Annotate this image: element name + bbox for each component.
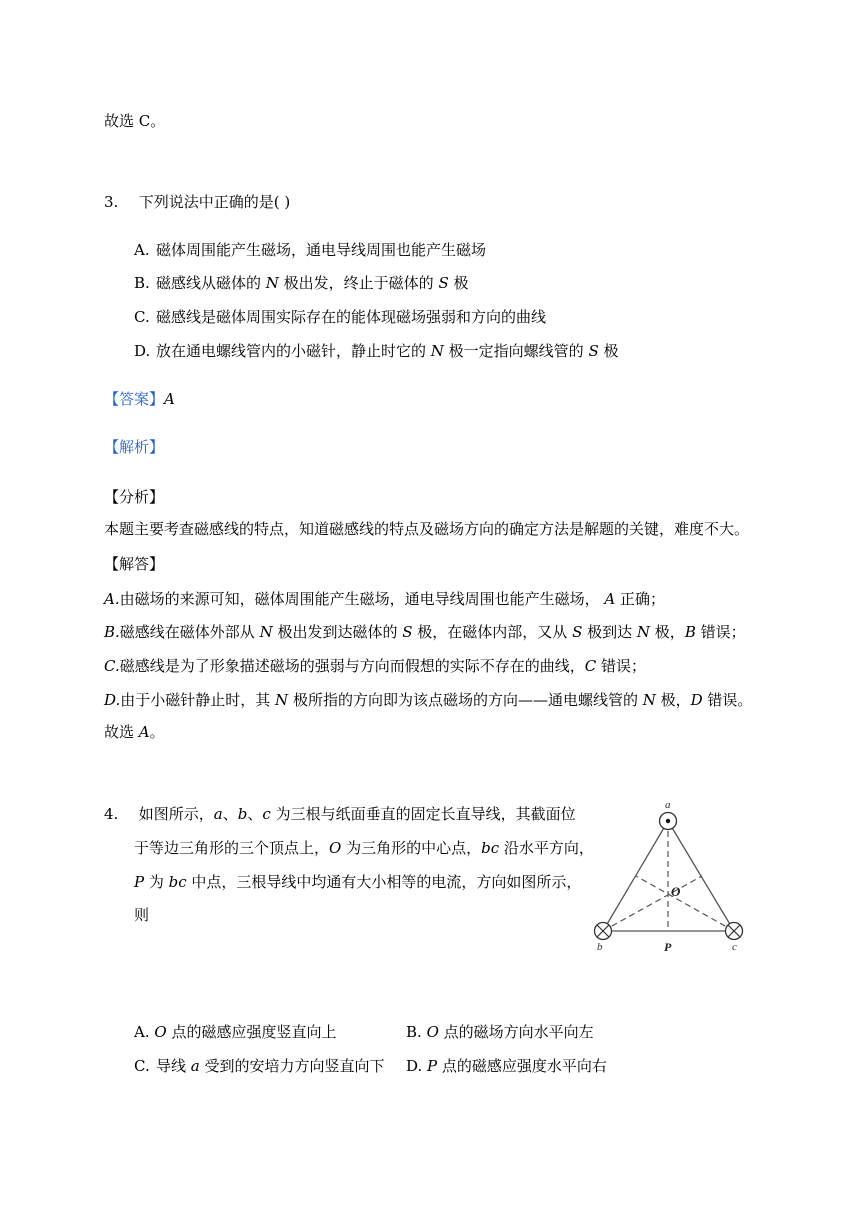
q4-option-d-var: P bbox=[427, 1057, 438, 1075]
jieda-line-a bbox=[104, 589, 665, 609]
triangle-wires-figure bbox=[590, 796, 750, 956]
q4-option-a-letter: A. bbox=[134, 1023, 150, 1041]
q3-option-b-post: 极 bbox=[448, 274, 469, 292]
jieda-b-t6: 错误； bbox=[695, 623, 746, 641]
q4-l2-t1: 于等边三角形的三个顶点上， bbox=[134, 839, 330, 857]
q4-l1-t1: 如图所示， bbox=[138, 805, 214, 823]
jieda-c-var: C bbox=[584, 657, 597, 675]
q3-option-c[interactable] bbox=[134, 307, 546, 327]
question-4-line-2 bbox=[134, 838, 594, 858]
median-c bbox=[636, 876, 734, 931]
q3-option-d-pre: 放在通电螺线管内的小磁针，静止时它的 bbox=[156, 342, 431, 360]
jieda-b-t1: 磁感线在磁体外部从 bbox=[119, 623, 260, 641]
q3-option-b[interactable] bbox=[134, 273, 469, 293]
question-3-number: 3. bbox=[104, 193, 119, 211]
q3-answer bbox=[104, 389, 175, 409]
q4-l3-bc: bc bbox=[168, 873, 187, 891]
jieda-line-d bbox=[104, 690, 752, 710]
q4-l2-t2: 为三角形的中心点， bbox=[341, 839, 482, 857]
question-3-text: 下列说法中正确的是( ) bbox=[138, 193, 291, 211]
q3-option-a-letter: A. bbox=[134, 241, 150, 259]
jieda-d-t1: 由于小磁针静止时，其 bbox=[120, 691, 276, 709]
prev-conclusion-text: 故选 C。 bbox=[104, 112, 166, 130]
q4-option-d-letter: D. bbox=[406, 1057, 423, 1075]
q3-option-d[interactable] bbox=[134, 341, 619, 361]
figure-label-c: c bbox=[732, 941, 737, 953]
answer-value: A bbox=[164, 390, 175, 408]
figure-label-P: P bbox=[664, 940, 672, 954]
q4-l1-t2: 为三根与纸面垂直的固定长直导线，其截面位 bbox=[270, 805, 576, 823]
jieda-b-prefix: B. bbox=[104, 623, 120, 641]
q4-l2-t3: 沿水平方向， bbox=[499, 839, 594, 857]
q4-l3-t1: 为 bbox=[144, 873, 169, 891]
q4-l1-s2: 、 bbox=[247, 805, 263, 823]
question-4-line-4: 则 bbox=[134, 906, 150, 924]
answer-label: 【答案】 bbox=[104, 390, 165, 408]
q3-option-b-mid: 极出发，终止于磁体的 bbox=[278, 274, 439, 292]
q4-option-b-letter: B. bbox=[406, 1023, 422, 1041]
wire-b-in-icon bbox=[595, 923, 612, 940]
jieda-b-v4: N bbox=[636, 623, 651, 641]
figure-label-b: b bbox=[597, 941, 603, 953]
jieda-b-t2: 极出发到达磁体的 bbox=[272, 623, 403, 641]
q4-l1-a: a bbox=[213, 805, 223, 823]
analysis-label: 【解析】 bbox=[104, 438, 165, 456]
jieda-d-v2: N bbox=[642, 691, 656, 709]
jieda-a-end: 正确； bbox=[615, 590, 666, 608]
q3-option-d-var1: N bbox=[430, 342, 444, 360]
q4-option-a-text: 点的磁感应强度竖直向上 bbox=[166, 1023, 337, 1041]
figure-label-O: O bbox=[671, 884, 681, 899]
question-4-line-1 bbox=[104, 804, 576, 824]
q4-option-d-text: 点的磁感应强度水平向右 bbox=[437, 1057, 607, 1075]
jieda-line-b bbox=[104, 622, 746, 642]
q4-option-b-text: 点的磁场方向水平向左 bbox=[438, 1023, 594, 1041]
jieda-b-v1: N bbox=[259, 623, 273, 641]
jieda-conclusion bbox=[104, 722, 165, 742]
wire-a-out-icon bbox=[660, 813, 677, 830]
jieda-conclusion-post: 。 bbox=[149, 723, 165, 741]
jieda-conclusion-var: A bbox=[138, 723, 150, 741]
fenxi-label: 【分析】 bbox=[104, 488, 165, 506]
previous-conclusion bbox=[104, 111, 165, 131]
q3-option-d-mid: 极一定指向螺线管的 bbox=[443, 342, 589, 360]
median-b bbox=[603, 876, 702, 931]
q4-option-b-var: O bbox=[426, 1023, 439, 1041]
q4-l1-s1: 、 bbox=[222, 805, 238, 823]
jieda-d-t2: 极所指的方向即为该点磁场的方向——通电螺线管的 bbox=[288, 691, 643, 709]
jieda-d-prefix: D. bbox=[104, 691, 121, 709]
q3-option-c-letter: C. bbox=[134, 308, 150, 326]
q4-l3-P: P bbox=[134, 873, 145, 891]
q4-l1-c: c bbox=[262, 805, 271, 823]
jieda-a-prefix: A. bbox=[104, 590, 120, 608]
q4-option-c-letter: C. bbox=[134, 1057, 150, 1075]
triangle-edge-ab bbox=[603, 821, 668, 931]
wire-c-in-icon bbox=[726, 923, 743, 940]
q3-option-d-post: 极 bbox=[598, 342, 619, 360]
q4-option-c-var: a bbox=[190, 1057, 200, 1075]
q4-option-d[interactable] bbox=[406, 1056, 607, 1076]
jieda-a-text: 由磁场的来源可知，磁体周围能产生磁场，通电导线周围也能产生磁场， bbox=[119, 590, 605, 608]
q3-option-c-text: 磁感线是磁体周围实际存在的能体现磁场强弱和方向的曲线 bbox=[156, 308, 547, 326]
q4-l3-t2: 中点，三根导线中均通有大小相等的电流，方向如图所示， bbox=[186, 873, 582, 891]
jieda-c-end: 错误； bbox=[596, 657, 646, 675]
figure-label-a: a bbox=[665, 799, 671, 811]
q3-option-b-letter: B. bbox=[134, 274, 150, 292]
q4-l2-O: O bbox=[329, 839, 342, 857]
jieda-b-v3: S bbox=[572, 623, 583, 641]
fenxi-text: 本题主要考查磁感线的特点，知道磁感线的特点及磁场方向的确定方法是解题的关键，难度不大。 bbox=[104, 520, 750, 538]
jieda-b-v2: S bbox=[402, 623, 413, 641]
q4-option-a[interactable] bbox=[134, 1022, 336, 1042]
jieda-c-prefix: C. bbox=[104, 657, 120, 675]
jieda-d-t4: 错误。 bbox=[702, 691, 753, 709]
jieda-a-var: A bbox=[604, 590, 616, 608]
jieda-d-v3: D bbox=[690, 691, 703, 709]
jieda-b-t5: 极， bbox=[650, 623, 685, 641]
q3-option-b-var1: N bbox=[265, 274, 279, 292]
q4-l2-bc: bc bbox=[481, 839, 500, 857]
jieda-d-t3: 极， bbox=[655, 691, 691, 709]
jieda-label: 【解答】 bbox=[104, 555, 165, 573]
jieda-c-text: 磁感线是为了形象描述磁场的强弱与方向而假想的实际不存在的曲线， bbox=[119, 657, 585, 675]
q3-option-d-var2: S bbox=[588, 342, 599, 360]
q3-option-d-letter: D. bbox=[134, 342, 151, 360]
q4-l1-b: b bbox=[237, 805, 248, 823]
question-3-stem bbox=[104, 192, 290, 212]
q4-option-c[interactable] bbox=[134, 1056, 385, 1076]
jieda-conclusion-pre: 故选 bbox=[104, 723, 139, 741]
q4-option-b[interactable] bbox=[406, 1022, 594, 1042]
jieda-b-v5: B bbox=[684, 623, 696, 641]
question-4-number: 4. bbox=[104, 805, 119, 823]
q3-option-a-text: 磁体周围能产生磁场，通电导线周围也能产生磁场 bbox=[156, 241, 487, 259]
q3-option-a[interactable] bbox=[134, 240, 486, 260]
q4-option-c-text: 受到的安培力方向竖直向下 bbox=[199, 1057, 385, 1075]
q4-option-c-pre: 导线 bbox=[156, 1057, 191, 1075]
jieda-b-t4: 极到达 bbox=[582, 623, 637, 641]
triangle-figure-svg bbox=[590, 796, 750, 956]
jieda-b-t3: 极，在磁体内部，又从 bbox=[412, 623, 573, 641]
q3-option-b-pre: 磁感线从磁体的 bbox=[156, 274, 266, 292]
jieda-line-c bbox=[104, 656, 646, 676]
jieda-d-v1: N bbox=[275, 691, 289, 709]
q4-option-a-var: O bbox=[154, 1023, 167, 1041]
q3-option-b-var2: S bbox=[438, 274, 449, 292]
question-4-line-3 bbox=[134, 872, 581, 892]
